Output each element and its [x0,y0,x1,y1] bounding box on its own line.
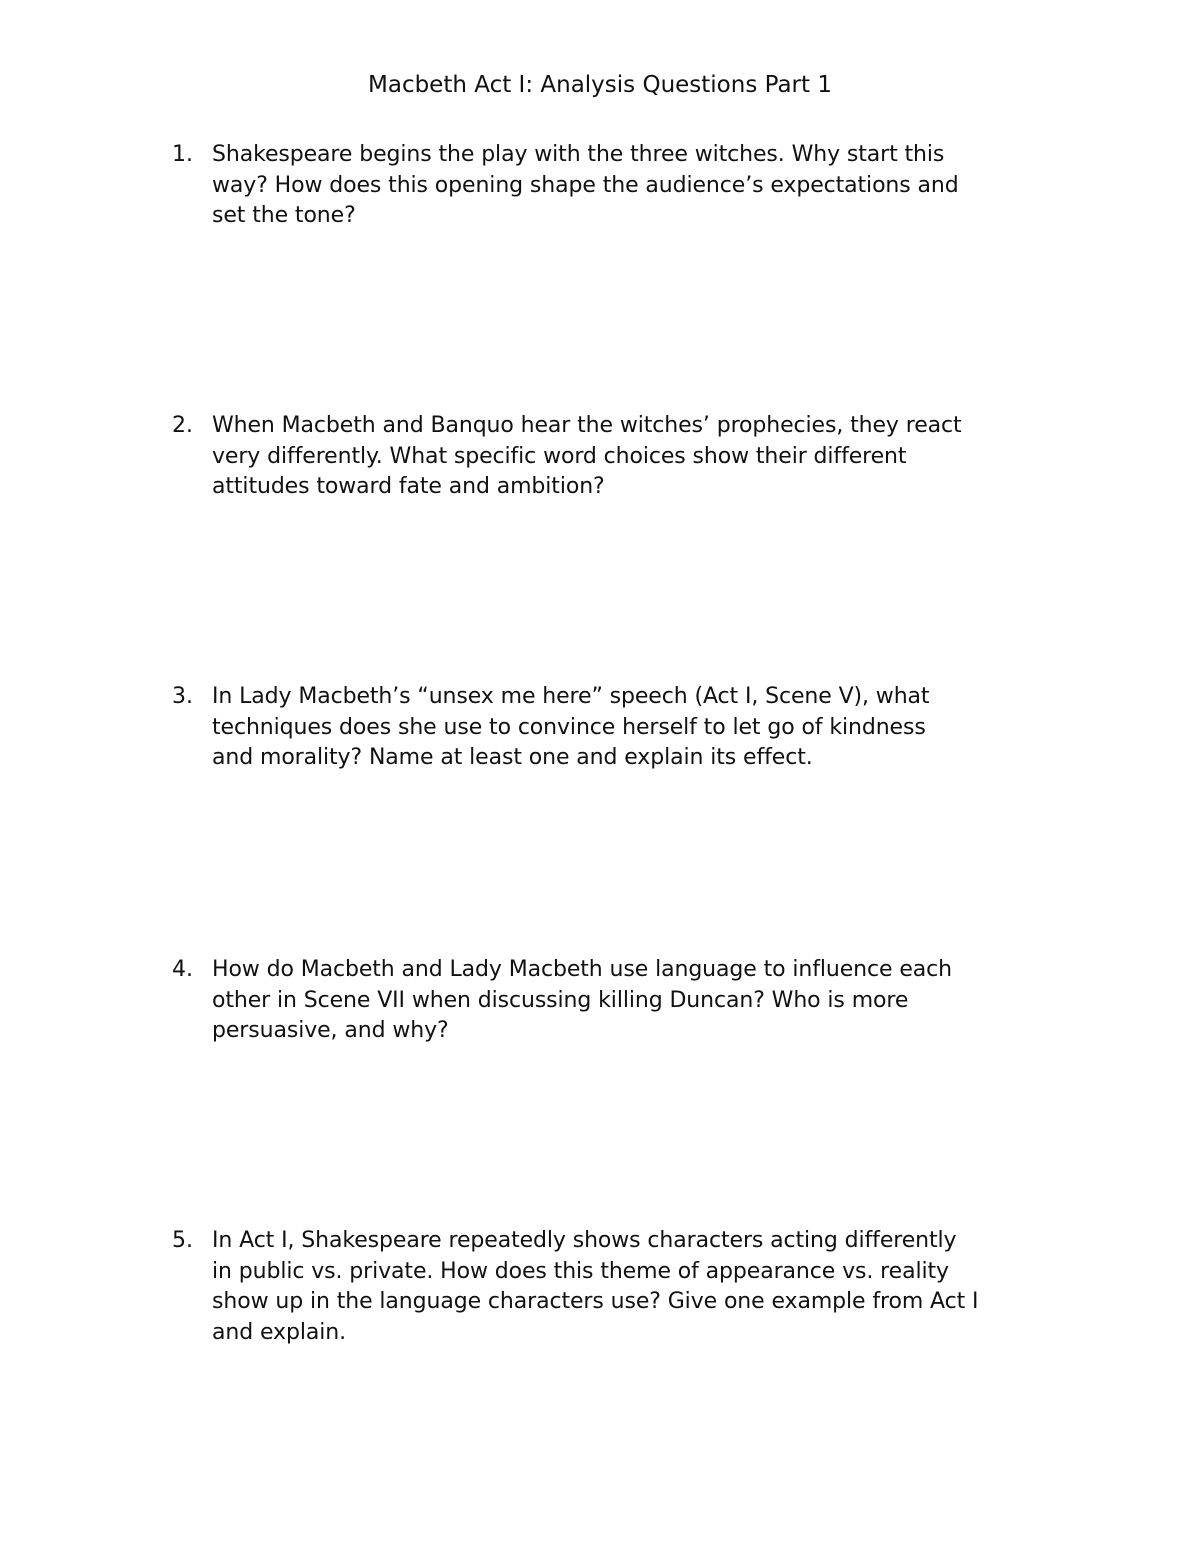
question-line: When Macbeth and Banquo hear the witches’ prophecies, they react [212,413,962,438]
question-line: Shakespeare begins the play with the three witches. Why start this [212,142,945,167]
question-line: very differently. What specific word choices show their different [212,443,907,469]
question-item-2 [172,411,1072,503]
question-line: way? How does this opening shape the audience’s expectations and [212,172,959,198]
question-text [212,140,1072,232]
question-item-1 [172,140,1072,232]
question-line: show up in the language characters use? Give one example from Act I [212,1289,979,1314]
question-text [212,955,1072,1047]
question-text [212,411,1072,503]
question-line: techniques does she use to convince herself to let go of kindness [212,714,926,740]
question-item-5 [172,1226,1072,1348]
question-line: persuasive, and why? [212,1018,449,1043]
question-item-3 [172,682,1072,774]
question-number: 4. [172,957,193,982]
question-line: In Act I, Shakespeare repeatedly shows characters acting differently [212,1228,957,1253]
question-line: and morality? Name at least one and explain its effect. [212,745,813,770]
question-line: other in Scene VII when discussing killing Duncan? Who is more [212,987,909,1013]
question-line: set the tone? [212,203,356,228]
question-text [212,682,1072,774]
question-number: 5. [172,1228,193,1253]
question-line: In Lady Macbeth’s “unsex me here” speech (Act I, Scene V), what [212,684,930,709]
question-number: 3. [172,684,193,709]
question-line: and explain. [212,1319,346,1345]
question-number: 1. [172,142,193,167]
page-title: Macbeth Act I: Analysis Questions Part 1 [368,72,832,98]
question-line: attitudes toward fate and ambition? [212,474,605,499]
question-number: 2. [172,413,193,438]
question-text [212,1226,1072,1348]
question-line: How do Macbeth and Lady Macbeth use language to influence each [212,957,952,982]
question-item-4 [172,955,1072,1047]
question-line: in public vs. private. How does this theme of appearance vs. reality [212,1258,949,1284]
